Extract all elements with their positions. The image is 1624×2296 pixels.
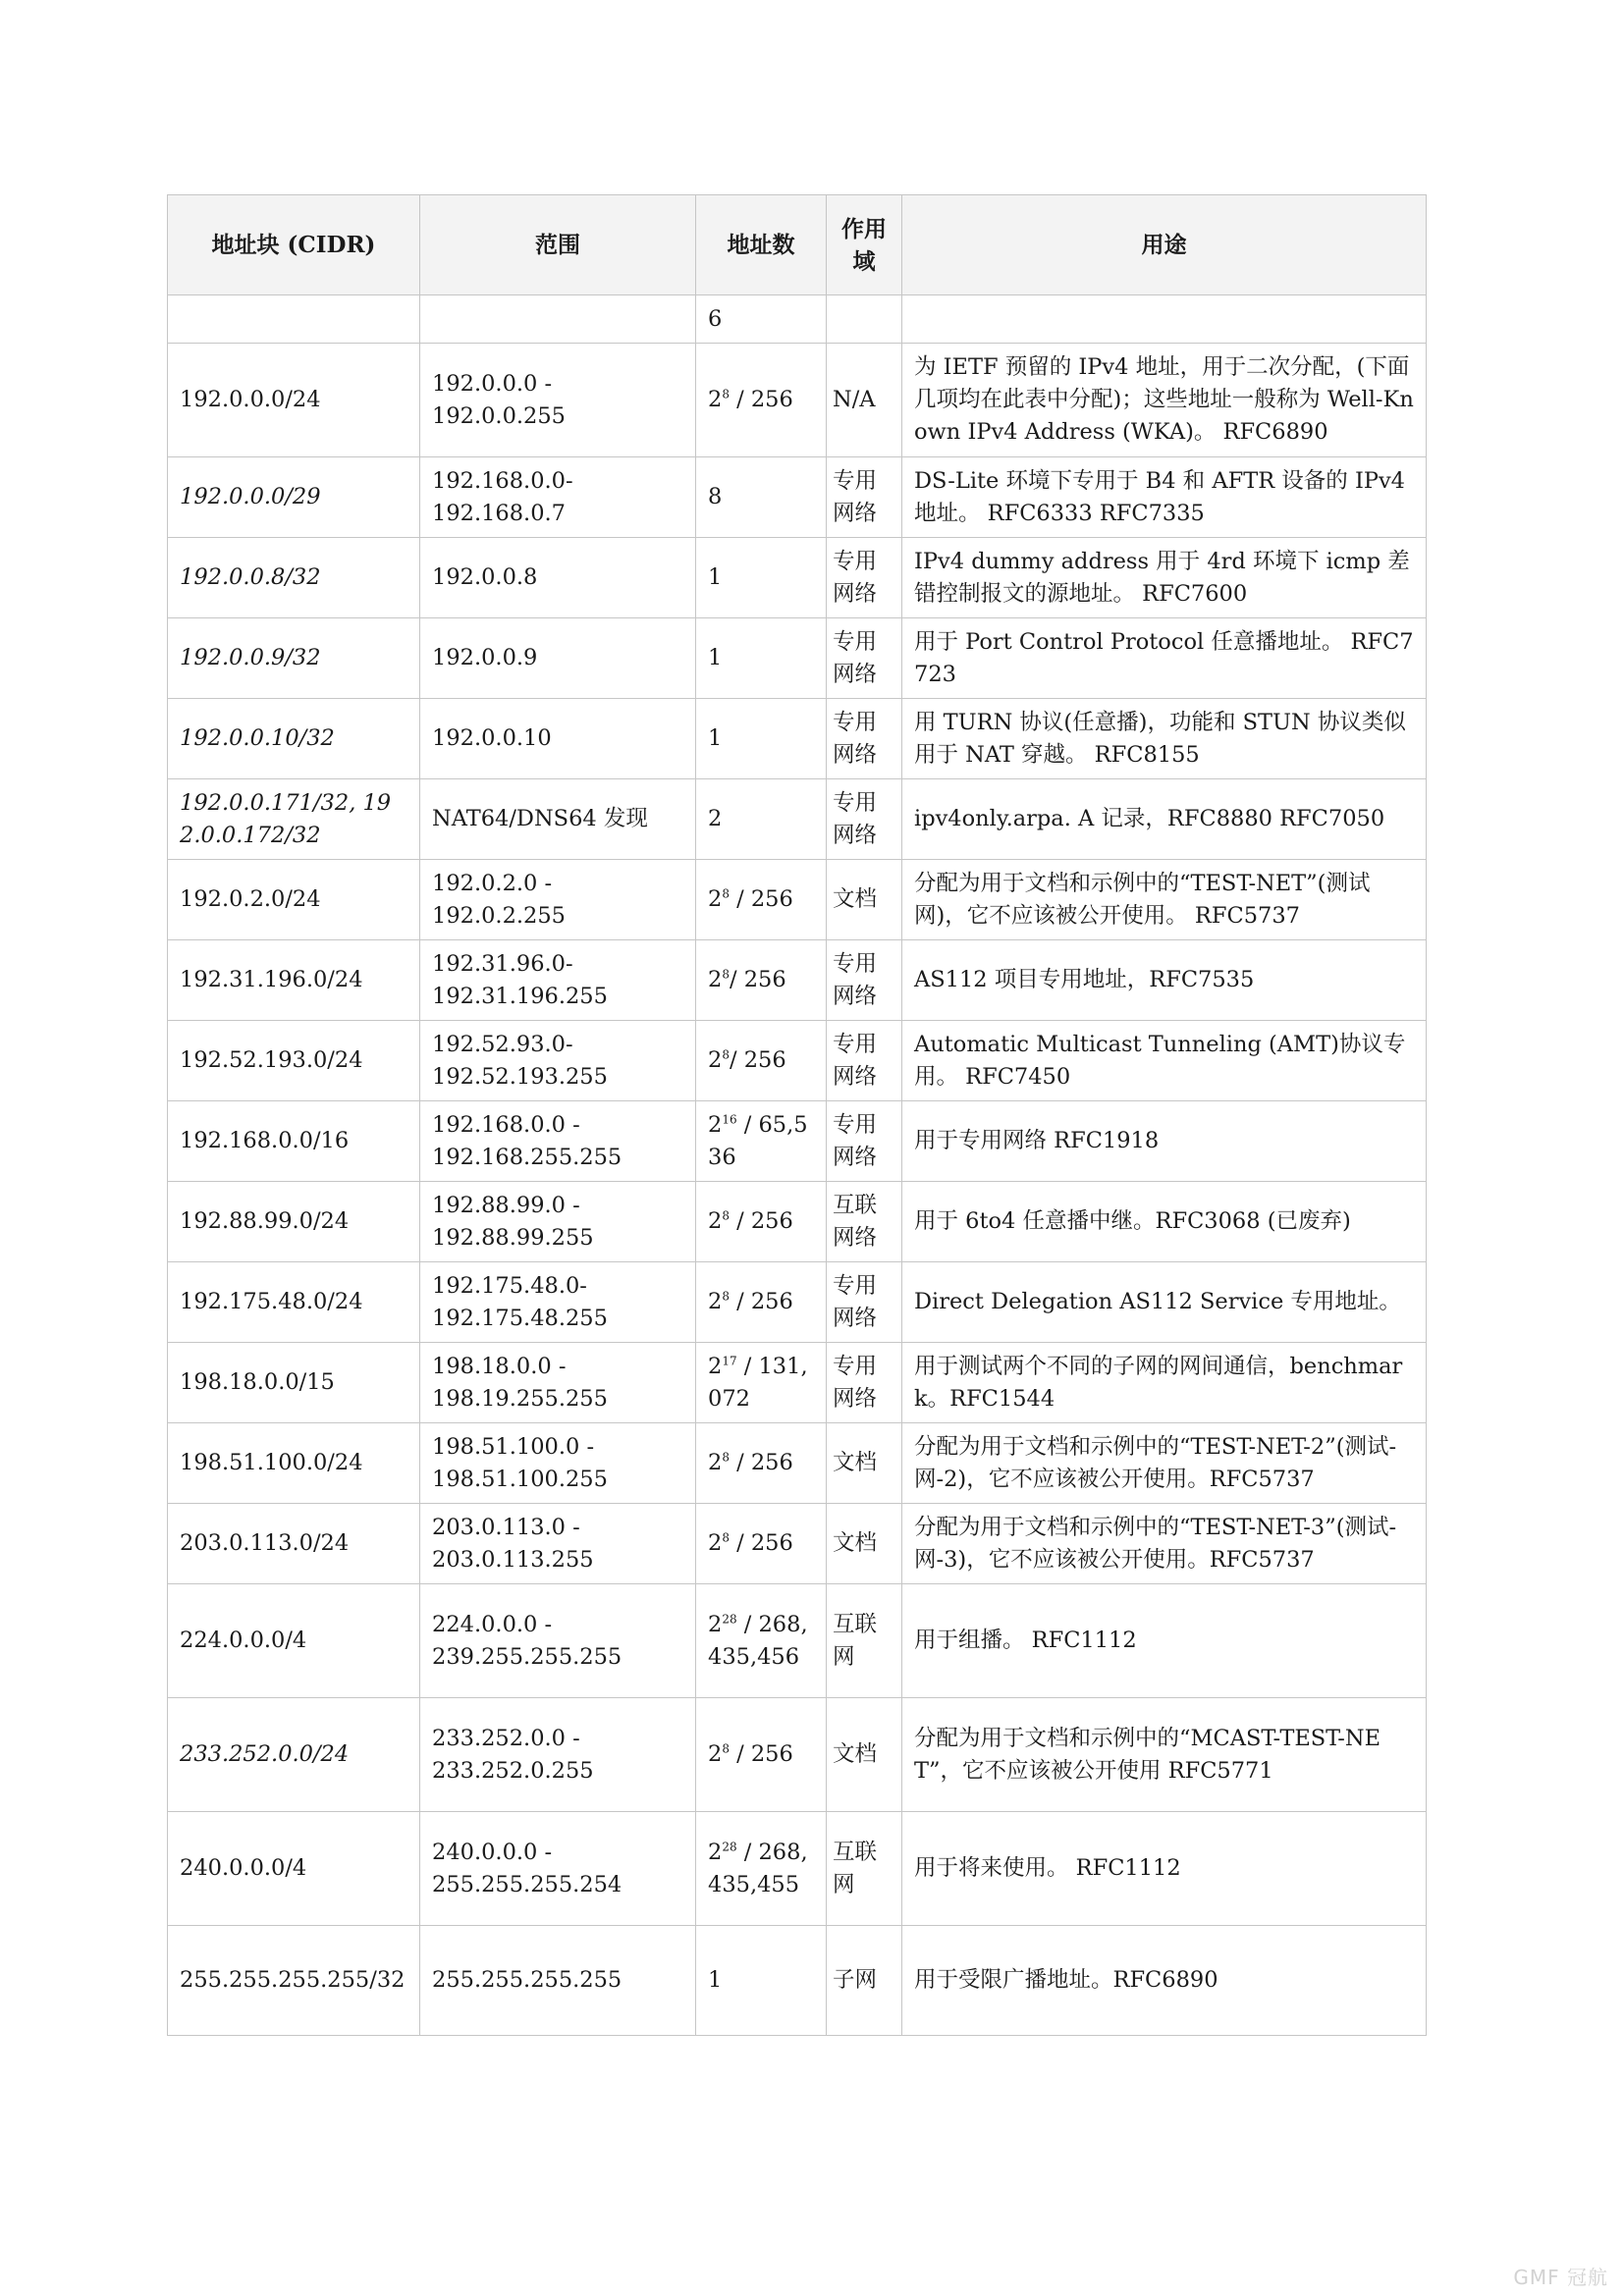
range-line: 192.168.0.0- <box>432 467 573 494</box>
count-cell <box>696 1584 827 1698</box>
cidr-cell: 192.0.0.8/32 <box>168 538 420 618</box>
header-range: 范围 <box>420 195 696 295</box>
count-cell <box>696 1021 827 1101</box>
scope-cell: 子网 <box>827 1926 902 2036</box>
count-exponent: 28 <box>722 1840 737 1853</box>
scope-cell: 文档 <box>827 1698 902 1812</box>
count-cell <box>696 1101 827 1182</box>
scope-cell: N/A <box>827 344 902 457</box>
count-cell <box>696 1262 827 1343</box>
count-exponent: 8 <box>722 886 730 901</box>
count-cell <box>696 779 827 860</box>
table-row <box>168 295 1427 344</box>
count-exponent: 16 <box>722 1112 737 1126</box>
cidr-cell: 198.51.100.0/24 <box>168 1423 420 1504</box>
range-cell <box>420 1812 696 1926</box>
range-cell <box>420 1698 696 1812</box>
range-line: 192.175.48.255 <box>432 1305 608 1331</box>
range-line: 192.168.255.255 <box>432 1144 623 1170</box>
range-line: 192.0.0.255 <box>432 402 566 429</box>
cidr-cell <box>168 295 420 344</box>
range-line: 192.31.96.0- <box>432 950 573 977</box>
cidr-cell: 240.0.0.0/4 <box>168 1812 420 1926</box>
usage-cell: IPv4 dummy address 用于 4rd 环境下 icmp 差错控制报文的源地址。 RFC7600 <box>902 538 1427 618</box>
range-line: 192.0.0.8 <box>432 564 538 590</box>
count-exponent: 17 <box>722 1354 737 1367</box>
count-base: 2 <box>708 387 723 412</box>
range-cell <box>420 699 696 779</box>
count-cell <box>696 940 827 1021</box>
count-value: / 256 <box>729 387 793 412</box>
scope-cell: 文档 <box>827 860 902 940</box>
range-cell <box>420 779 696 860</box>
range-line: 192.168.0.7 <box>432 500 566 526</box>
count-base: 2 <box>708 1111 723 1138</box>
usage-cell: 为 IETF 预留的 IPv4 地址，用于二次分配，(下面几项均在此表中分配)；这些地址一般称为 Well-Known IPv4 Address (WKA)。 RFC6890 <box>902 344 1427 457</box>
range-line: 192.52.93.0- <box>432 1031 573 1057</box>
count-value: / 256 <box>729 967 786 992</box>
range-line: 192.0.0.0 - <box>432 370 553 397</box>
range-cell <box>420 1584 696 1698</box>
range-cell <box>420 1504 696 1584</box>
range-cell <box>420 860 696 940</box>
range-line: 203.0.113.0 - <box>432 1514 580 1540</box>
scope-cell: 专用网络 <box>827 1262 902 1343</box>
count-base: 2 <box>708 1611 723 1637</box>
range-line: 233.252.0.0 - <box>432 1725 580 1751</box>
count-base: 2 <box>708 886 723 912</box>
scope-cell: 专用网络 <box>827 779 902 860</box>
table-row <box>168 1262 1427 1343</box>
count-exponent: 28 <box>722 1612 737 1626</box>
usage-cell: 用于测试两个不同的子网的网间通信，benchmark。RFC1544 <box>902 1343 1427 1423</box>
table-body <box>168 295 1427 2036</box>
usage-cell: ipv4only.arpa. A 记录，RFC8880 RFC7050 <box>902 779 1427 860</box>
watermark-logo: GMF 冠航 <box>1513 2266 1608 2289</box>
range-line: 239.255.255.255 <box>432 1643 623 1670</box>
range-cell <box>420 457 696 538</box>
usage-cell: 用 TURN 协议(任意播)，功能和 STUN 协议类似用于 NAT 穿越。 RFC8155 <box>902 699 1427 779</box>
count-cell <box>696 860 827 940</box>
usage-cell: AS112 项目专用地址，RFC7535 <box>902 940 1427 1021</box>
range-line: 198.51.100.0 - <box>432 1433 595 1460</box>
cidr-cell: 198.18.0.0/15 <box>168 1343 420 1423</box>
count-value: 1 <box>708 1967 723 1993</box>
count-value: / 256 <box>729 1741 793 1767</box>
table-row <box>168 779 1427 860</box>
count-value: 8 <box>708 484 723 509</box>
count-exponent: 8 <box>722 1047 730 1062</box>
range-line: 192.0.0.10 <box>432 725 552 751</box>
range-cell <box>420 1926 696 2036</box>
scope-cell: 专用网络 <box>827 538 902 618</box>
header-count: 地址数 <box>696 195 827 295</box>
count-base: 2 <box>708 1047 723 1073</box>
usage-cell: 用于专用网络 RFC1918 <box>902 1101 1427 1182</box>
count-cell <box>696 1423 827 1504</box>
count-exponent: 8 <box>722 967 730 982</box>
scope-cell: 互联网 <box>827 1812 902 1926</box>
range-line: 192.88.99.0 - <box>432 1192 580 1218</box>
cidr-cell: 192.0.0.0/24 <box>168 344 420 457</box>
count-exponent: 8 <box>722 1208 730 1223</box>
count-value: / 65,536 <box>708 1111 808 1170</box>
count-cell <box>696 1182 827 1262</box>
range-line: 192.0.2.255 <box>432 902 566 929</box>
count-cell <box>696 457 827 538</box>
cidr-cell: 192.0.2.0/24 <box>168 860 420 940</box>
header-usage: 用途 <box>902 195 1427 295</box>
table-row <box>168 1021 1427 1101</box>
range-line: 240.0.0.0 - <box>432 1839 553 1865</box>
count-base: 2 <box>708 1839 723 1865</box>
cidr-cell: 192.0.0.10/32 <box>168 699 420 779</box>
cidr-cell: 192.31.196.0/24 <box>168 940 420 1021</box>
range-line: 192.52.193.255 <box>432 1063 608 1090</box>
table-row <box>168 699 1427 779</box>
range-line: 198.18.0.0 - <box>432 1353 567 1379</box>
table-row <box>168 1343 1427 1423</box>
range-line: 233.252.0.255 <box>432 1757 594 1784</box>
usage-cell: Direct Delegation AS112 Service 专用地址。 <box>902 1262 1427 1343</box>
scope-cell: 专用网络 <box>827 940 902 1021</box>
count-cell <box>696 1926 827 2036</box>
count-exponent: 8 <box>722 387 730 401</box>
cidr-cell: 192.0.0.0/29 <box>168 457 420 538</box>
usage-cell: Automatic Multicast Tunneling (AMT)协议专用。 RFC7450 <box>902 1021 1427 1101</box>
count-exponent: 8 <box>722 1450 730 1465</box>
range-cell <box>420 940 696 1021</box>
usage-cell: 用于将来使用。 RFC1112 <box>902 1812 1427 1926</box>
table-row <box>168 1182 1427 1262</box>
scope-cell: 互联网 <box>827 1584 902 1698</box>
range-cell <box>420 344 696 457</box>
scope-cell: 专用网络 <box>827 457 902 538</box>
table-row <box>168 1698 1427 1812</box>
usage-cell: 用于组播。 RFC1112 <box>902 1584 1427 1698</box>
count-base: 2 <box>708 1741 723 1767</box>
table-header-row <box>168 195 1427 295</box>
range-cell <box>420 1262 696 1343</box>
scope-cell: 文档 <box>827 1504 902 1584</box>
count-cell <box>696 1504 827 1584</box>
range-cell <box>420 295 696 344</box>
range-cell <box>420 1021 696 1101</box>
range-line: 198.51.100.255 <box>432 1466 608 1492</box>
range-line: 203.0.113.255 <box>432 1546 594 1573</box>
usage-cell: 用于 Port Control Protocol 任意播地址。 RFC7723 <box>902 618 1427 699</box>
scope-cell: 专用网络 <box>827 1343 902 1423</box>
cidr-cell: 192.52.193.0/24 <box>168 1021 420 1101</box>
count-value: / 256 <box>729 1208 793 1234</box>
usage-cell: 用于受限广播地址。RFC6890 <box>902 1926 1427 2036</box>
range-line: 198.19.255.255 <box>432 1385 608 1412</box>
count-value: / 256 <box>729 1450 793 1475</box>
count-exponent: 8 <box>722 1530 730 1545</box>
count-value: / 256 <box>729 1289 793 1314</box>
usage-cell: 分配为用于文档和示例中的“TEST-NET-2”(测试-网-2)，它不应该被公开使用。RFC5737 <box>902 1423 1427 1504</box>
count-value: / 268,435,456 <box>708 1611 808 1670</box>
count-value: / 256 <box>729 1530 793 1556</box>
count-cell <box>696 1343 827 1423</box>
header-scope: 作用域 <box>827 195 902 295</box>
table-row <box>168 538 1427 618</box>
range-line: 255.255.255.255 <box>432 1967 623 1993</box>
range-cell <box>420 1423 696 1504</box>
count-cell <box>696 538 827 618</box>
range-cell <box>420 618 696 699</box>
table-row <box>168 344 1427 457</box>
range-line: 192.168.0.0 - <box>432 1111 580 1138</box>
cidr-cell: 255.255.255.255/32 <box>168 1926 420 2036</box>
count-value: 1 <box>708 725 723 751</box>
usage-cell: 分配为用于文档和示例中的“MCAST-TEST-NET”，它不应该被公开使用 RFC5771 <box>902 1698 1427 1812</box>
count-base: 2 <box>708 967 723 992</box>
cidr-cell: 203.0.113.0/24 <box>168 1504 420 1584</box>
count-value: 2 <box>708 806 723 831</box>
usage-cell <box>902 295 1427 344</box>
table-row <box>168 1812 1427 1926</box>
count-exponent: 8 <box>722 1289 730 1304</box>
scope-cell: 专用网络 <box>827 699 902 779</box>
count-cell <box>696 1812 827 1926</box>
cidr-cell: 224.0.0.0/4 <box>168 1584 420 1698</box>
count-value: / 256 <box>729 1047 786 1073</box>
range-line: 192.0.0.9 <box>432 645 538 670</box>
scope-cell: 专用网络 <box>827 618 902 699</box>
scope-cell <box>827 295 902 344</box>
cidr-cell: 192.175.48.0/24 <box>168 1262 420 1343</box>
count-cell <box>696 344 827 457</box>
count-value: / 268,435,455 <box>708 1839 808 1897</box>
count-cell <box>696 618 827 699</box>
count-base: 2 <box>708 1450 723 1475</box>
scope-cell: 互联网络 <box>827 1182 902 1262</box>
count-value: 6 <box>708 305 723 332</box>
table-row <box>168 1504 1427 1584</box>
cidr-cell: 192.0.0.171/32, 192.0.0.172/32 <box>168 779 420 860</box>
cidr-cell: 233.252.0.0/24 <box>168 1698 420 1812</box>
range-cell <box>420 1182 696 1262</box>
range-cell <box>420 1101 696 1182</box>
scope-cell: 文档 <box>827 1423 902 1504</box>
count-cell <box>696 1698 827 1812</box>
cidr-cell: 192.0.0.9/32 <box>168 618 420 699</box>
cidr-cell: 192.88.99.0/24 <box>168 1182 420 1262</box>
range-line: 192.0.2.0 - <box>432 870 553 896</box>
table-row <box>168 1584 1427 1698</box>
ip-address-table <box>167 194 1427 2036</box>
count-value: 1 <box>708 564 723 590</box>
table-row <box>168 618 1427 699</box>
table-row <box>168 1926 1427 2036</box>
table-row <box>168 1423 1427 1504</box>
table-row <box>168 940 1427 1021</box>
count-value: / 131,072 <box>708 1353 808 1412</box>
table-row <box>168 1101 1427 1182</box>
range-line: 192.88.99.255 <box>432 1224 594 1251</box>
range-line: 255.255.255.254 <box>432 1871 623 1897</box>
count-exponent: 8 <box>722 1741 730 1756</box>
cidr-cell: 192.168.0.0/16 <box>168 1101 420 1182</box>
range-cell <box>420 1343 696 1423</box>
usage-cell: 分配为用于文档和示例中的“TEST-NET”(测试网)，它不应该被公开使用。 RFC5737 <box>902 860 1427 940</box>
header-cidr: 地址块 (CIDR) <box>168 195 420 295</box>
count-base: 2 <box>708 1289 723 1314</box>
range-cell <box>420 538 696 618</box>
range-line: 224.0.0.0 - <box>432 1611 553 1637</box>
usage-cell: DS-Lite 环境下专用于 B4 和 AFTR 设备的 IPv4 地址。 RFC6333 RFC7335 <box>902 457 1427 538</box>
table-row <box>168 457 1427 538</box>
count-value: / 256 <box>729 886 793 912</box>
table-row <box>168 860 1427 940</box>
scope-cell: 专用网络 <box>827 1021 902 1101</box>
count-cell <box>696 699 827 779</box>
count-cell <box>696 295 827 344</box>
range-line: 192.31.196.255 <box>432 983 608 1009</box>
range-line: NAT64/DNS64 发现 <box>432 806 648 831</box>
usage-cell: 分配为用于文档和示例中的“TEST-NET-3”(测试-网-3)，它不应该被公开使用。RFC5737 <box>902 1504 1427 1584</box>
count-value: 1 <box>708 645 723 670</box>
count-base: 2 <box>708 1208 723 1234</box>
scope-cell: 专用网络 <box>827 1101 902 1182</box>
count-base: 2 <box>708 1530 723 1556</box>
range-line: 192.175.48.0- <box>432 1272 587 1299</box>
usage-cell: 用于 6to4 任意播中继。RFC3068 (已废弃) <box>902 1182 1427 1262</box>
count-base: 2 <box>708 1353 723 1379</box>
